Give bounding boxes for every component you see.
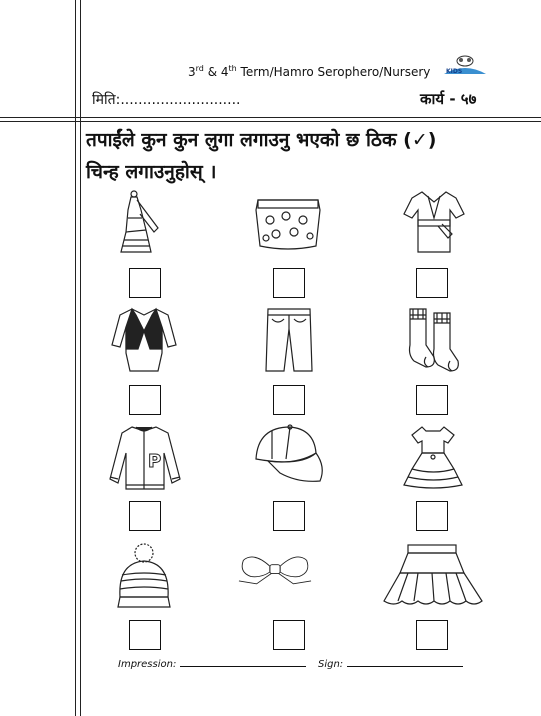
- impression-field: [118, 659, 306, 670]
- checkbox-frock[interactable]: [416, 501, 448, 531]
- checkbox-jacket[interactable]: [129, 501, 161, 531]
- checkbox-saree[interactable]: [129, 268, 161, 298]
- bow-icon: [236, 541, 314, 609]
- svg-text:P: P: [148, 451, 162, 472]
- sign-line: [347, 666, 463, 667]
- instruction-line-1: तपाईंले कुन कुन लुगा लगाउनु भएको छ ठिक (✓): [86, 129, 437, 151]
- series-title: 3rd & 4th Term/Hamro Serophero/Nursery: [188, 64, 431, 79]
- header-rule-top: [0, 117, 541, 118]
- checkbox-skirt[interactable]: [416, 620, 448, 650]
- checkbox-kimono[interactable]: [416, 268, 448, 298]
- trousers-icon: [250, 305, 328, 373]
- checkbox-vest-suit[interactable]: [129, 385, 161, 415]
- checkbox-woolen-hat[interactable]: [129, 620, 161, 650]
- saree-icon: [106, 188, 184, 256]
- impression-label: Impression:: [118, 659, 177, 670]
- checkbox-trousers[interactable]: [273, 385, 305, 415]
- margin-line-inner: [80, 0, 81, 716]
- sign-label: Sign:: [318, 659, 344, 670]
- checkbox-bag[interactable]: [273, 268, 305, 298]
- cap-icon: [250, 423, 328, 491]
- date-field-label: मिति:...........................: [92, 92, 241, 108]
- vest-suit-icon: [106, 305, 184, 373]
- kids-logo-icon: [442, 54, 488, 76]
- checkbox-cap[interactable]: [273, 501, 305, 531]
- jacket-icon: [106, 423, 184, 491]
- woolen-hat-icon: [106, 541, 184, 609]
- skirt-icon: [378, 541, 486, 609]
- kimono-icon: [394, 188, 472, 256]
- margin-line-outer: [75, 0, 76, 716]
- checkbox-socks[interactable]: [416, 385, 448, 415]
- sign-field: [318, 659, 463, 670]
- svg-text:KIDS: KIDS: [446, 68, 463, 75]
- checkbox-bow[interactable]: [273, 620, 305, 650]
- frock-icon: [394, 423, 472, 491]
- instruction-line-2: चिन्ह लगाउनुहोस् ।: [86, 161, 217, 183]
- task-number: कार्य - ५७: [420, 90, 477, 108]
- socks-icon: [394, 305, 472, 373]
- bag-icon: [248, 188, 326, 256]
- header-rule-bottom: [0, 121, 541, 122]
- impression-line: [180, 666, 306, 667]
